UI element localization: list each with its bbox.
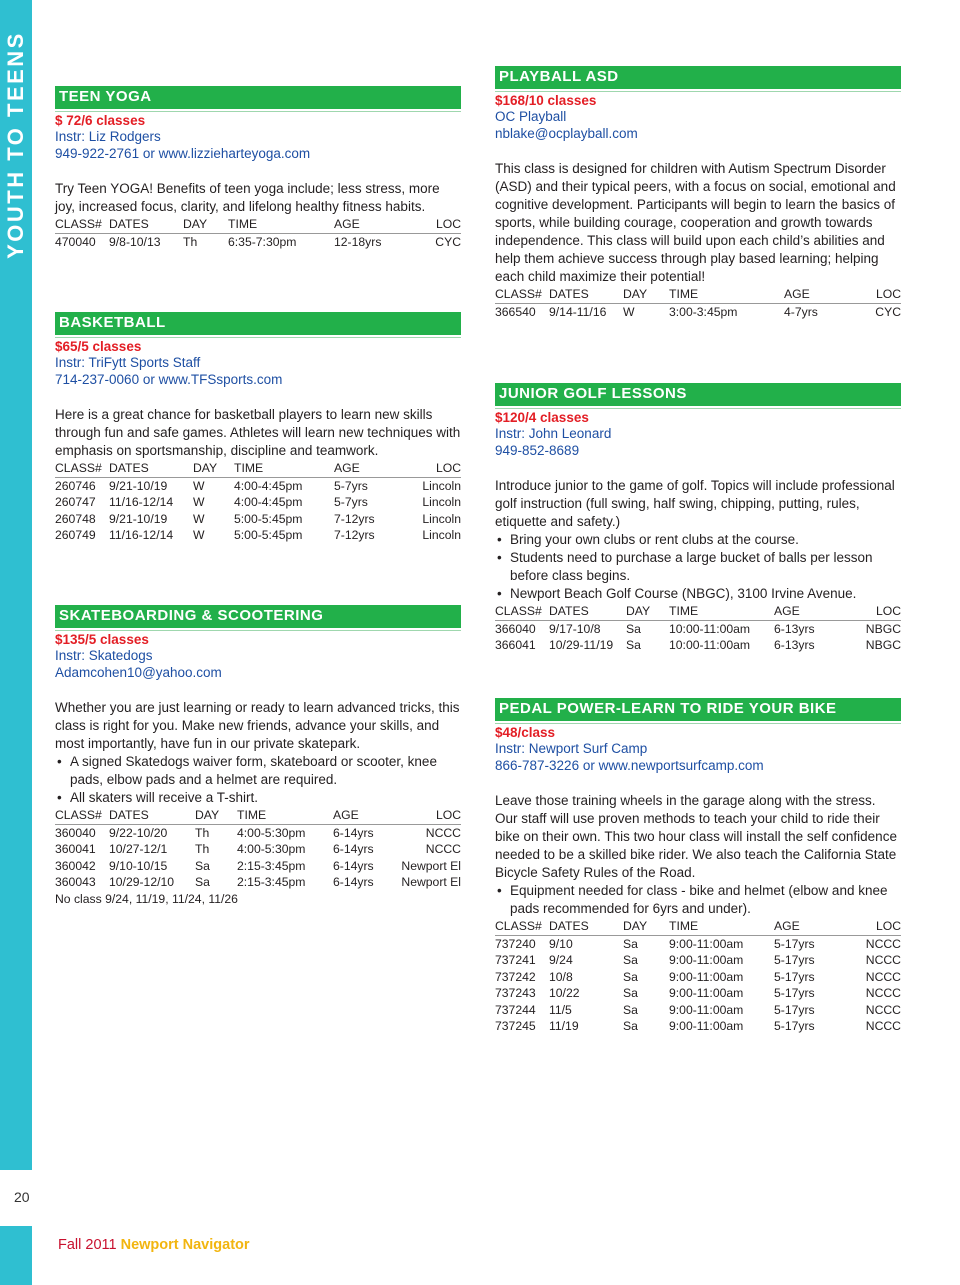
cell-age: 5-17yrs (774, 1002, 815, 1017)
contact: 949-922-2761 or www.lizzieharteyoga.com (55, 145, 311, 161)
section-playball (495, 66, 901, 320)
cell-time: 9:00-11:00am (669, 1019, 744, 1033)
cell-class-number: 260748 (55, 511, 96, 526)
cell-location: NCCC (425, 842, 461, 856)
cell-day: W (623, 304, 635, 319)
table-row (495, 935, 901, 952)
col-loc: LOC (412, 216, 461, 233)
cell-age: 5-7yrs (334, 495, 368, 509)
cell-location: Lincoln (422, 495, 461, 509)
col-class: CLASS# (55, 216, 109, 233)
list-item: • All skaters will receive a T-shirt. (55, 789, 461, 807)
cell-dates: 9/10 (549, 936, 573, 951)
cell-age: 5-17yrs (774, 969, 815, 984)
cell-time: 4:00-5:30pm (237, 825, 306, 840)
price: $120/4 classes (495, 410, 589, 425)
price: $ 72/6 classes (55, 113, 146, 128)
list-item: • Equipment needed for class - bike and helmet (elbow and knee pads recommended for 6yrs and under). (495, 882, 901, 918)
cell-dates: 9/21-10/19 (109, 511, 168, 526)
cell-class-number: 260747 (55, 495, 96, 509)
cell-location: Newport El (401, 858, 461, 873)
cell-dates: 11/16-12/14 (109, 495, 174, 509)
cell-location: Lincoln (422, 511, 461, 526)
col-day: DAY (193, 460, 234, 477)
price: $65/5 classes (55, 339, 142, 354)
schedule-note: No class 9/24, 11/19, 11/24, 11/26 (55, 891, 238, 906)
section-teen-yoga (55, 86, 461, 250)
col-dates: DATES (109, 216, 183, 233)
col-day: DAY (623, 918, 669, 935)
cell-day: Sa (623, 936, 638, 951)
cell-class-number: 737245 (495, 1019, 536, 1033)
cell-time: 3:00-3:45pm (669, 304, 738, 319)
table-row (55, 511, 461, 528)
cell-age: 5-17yrs (774, 986, 815, 1000)
table-row (55, 874, 461, 891)
cell-class-number: 360041 (55, 842, 96, 856)
sidebar-footer-band (0, 1226, 32, 1285)
cell-time: 2:15-3:45pm (237, 858, 306, 873)
list-item: • A signed Skatedogs waiver form, skateboard or scooter, knee pads, elbow pads and a helmet are required. (55, 753, 461, 789)
section-title: PLAYBALL ASD (495, 66, 901, 89)
col-time: TIME (228, 216, 334, 233)
table-row (495, 985, 901, 1002)
price: $135/5 classes (55, 632, 149, 647)
section-basketball (55, 312, 461, 544)
description: Here is a great chance for basketball players to learn new skills through fun and safe games. Athletes will learn new techniques with emphasis on sportsmanship, discipline and teamwork. (55, 407, 461, 458)
cell-age: 5-17yrs (774, 936, 815, 951)
col-time: TIME (669, 918, 774, 935)
col-loc: LOC (412, 460, 461, 477)
contact: 866-787-3226 or www.newportsurfcamp.com (495, 757, 764, 773)
cell-dates: 9/10-10/15 (109, 858, 168, 873)
section-title: JUNIOR GOLF LESSONS (495, 383, 901, 406)
section-title: TEEN YOGA (55, 86, 461, 109)
cell-dates: 9/8-10/13 (109, 234, 161, 249)
col-class: CLASS# (495, 286, 549, 303)
cell-time: 9:00-11:00am (669, 1002, 744, 1017)
cell-dates: 10/29-11/19 (549, 638, 614, 652)
schedule-table (55, 460, 461, 544)
cell-day: W (193, 528, 205, 542)
list-item: • Bring your own clubs or rent clubs at the course. (495, 531, 901, 549)
cell-location: NCCC (865, 969, 901, 984)
cell-class-number: 366040 (495, 621, 536, 636)
cell-day: Sa (195, 858, 210, 873)
cell-day: Sa (195, 875, 210, 889)
cell-age: 4-7yrs (784, 304, 818, 319)
contact: 949-852-8689 (495, 442, 580, 458)
cell-day: Sa (623, 986, 638, 1000)
table-row (55, 841, 461, 858)
cell-day: Sa (623, 953, 638, 967)
col-age: AGE (774, 918, 844, 935)
cell-age: 7-12yrs (334, 511, 375, 526)
table-row (495, 620, 901, 637)
cell-class-number: 737244 (495, 1002, 536, 1017)
cell-class-number: 366041 (495, 638, 536, 652)
table-row (55, 494, 461, 511)
section-title: PEDAL POWER-LEARN TO RIDE YOUR BIKE (495, 698, 901, 721)
cell-time: 2:15-3:45pm (237, 875, 306, 889)
cell-dates: 9/21-10/19 (109, 478, 168, 493)
table-row (495, 303, 901, 320)
col-day: DAY (183, 216, 228, 233)
table-header-row (495, 918, 901, 935)
cell-location: NCCC (425, 825, 461, 840)
price: $168/10 classes (495, 93, 597, 108)
cell-age: 5-17yrs (774, 953, 815, 967)
cell-class-number: 737240 (495, 936, 536, 951)
cell-location: NCCC (865, 953, 901, 967)
cell-age: 6-14yrs (333, 875, 374, 889)
col-day: DAY (195, 807, 237, 824)
cell-class-number: 737243 (495, 986, 536, 1000)
cell-time: 9:00-11:00am (669, 969, 744, 984)
cell-day: Sa (623, 1019, 638, 1033)
section-junior-golf (495, 383, 901, 654)
list-item: • Newport Beach Golf Course (NBGC), 3100 Irvine Avenue. (495, 585, 901, 603)
instructor: Instr: Newport Surf Camp (495, 741, 648, 756)
requirements-list (495, 882, 901, 918)
cell-age: 5-7yrs (334, 478, 368, 493)
cell-age: 12-18yrs (334, 234, 382, 249)
schedule-table (495, 603, 901, 654)
cell-location: NCCC (865, 936, 901, 951)
cell-day: Th (195, 825, 210, 840)
requirements-list (495, 531, 901, 603)
col-loc: LOC (844, 918, 901, 935)
instructor: OC Playball (495, 109, 567, 124)
contact: nblake@ocplayball.com (495, 125, 638, 141)
col-time: TIME (669, 286, 784, 303)
col-time: TIME (237, 807, 333, 824)
table-row (495, 969, 901, 986)
table-header-row (495, 603, 901, 620)
instructor: Instr: Liz Rodgers (55, 129, 161, 144)
col-loc: LOC (854, 286, 901, 303)
col-time: TIME (234, 460, 334, 477)
description: Try Teen YOGA! Benefits of teen yoga include; less stress, more joy, increased focus, clarity, and lifelong healthy fitness habits. (55, 181, 440, 214)
cell-location: Newport El (401, 875, 461, 889)
requirements-list (55, 753, 461, 807)
cell-dates: 9/22-10/20 (109, 825, 168, 840)
cell-dates: 9/14-11/16 (549, 304, 607, 319)
col-age: AGE (334, 460, 412, 477)
col-day: DAY (626, 603, 669, 620)
cell-dates: 11/19 (549, 1019, 579, 1033)
cell-day: Sa (626, 638, 641, 652)
col-dates: DATES (109, 807, 195, 824)
col-day: DAY (623, 286, 669, 303)
footer-brand: Newport Navigator (120, 1237, 250, 1253)
cell-time: 9:00-11:00am (669, 986, 744, 1000)
instructor: Instr: John Leonard (495, 426, 612, 441)
cell-time: 4:00-4:45pm (234, 478, 303, 493)
cell-location: CYC (875, 304, 901, 319)
contact: 714-237-0060 or www.TFSsports.com (55, 371, 283, 387)
cell-class-number: 737242 (495, 969, 536, 984)
col-age: AGE (774, 603, 844, 620)
table-row (495, 1018, 901, 1035)
cell-class-number: 360040 (55, 825, 96, 840)
cell-day: Sa (623, 1002, 638, 1017)
cell-dates: 10/27-12/1 (109, 842, 168, 856)
footer (58, 1237, 250, 1253)
cell-dates: 11/5 (549, 1002, 572, 1017)
table-row (55, 527, 461, 544)
cell-dates: 10/22 (549, 986, 580, 1000)
cell-day: Th (183, 234, 198, 249)
table-header-row (55, 460, 461, 477)
cell-location: CYC (435, 234, 461, 249)
section-title: BASKETBALL (55, 312, 461, 335)
cell-age: 6-13yrs (774, 621, 815, 636)
cell-day: Th (195, 842, 210, 856)
description: Introduce junior to the game of golf. Topics will include professional golf instruction (full swing, half swing, chipping, putting, rules, etiquette and safety.) (495, 478, 895, 529)
col-loc: LOC (389, 807, 461, 824)
cell-dates: 9/24 (549, 953, 573, 967)
table-row (495, 1002, 901, 1019)
col-age: AGE (333, 807, 389, 824)
col-dates: DATES (549, 918, 623, 935)
cell-dates: 9/17-10/8 (549, 621, 601, 636)
cell-class-number: 260749 (55, 528, 96, 542)
cell-location: NCCC (865, 1002, 901, 1017)
col-loc: LOC (844, 603, 901, 620)
schedule-table (55, 807, 461, 891)
cell-age: 6-14yrs (333, 842, 374, 856)
table-row (495, 952, 901, 969)
cell-location: NCCC (865, 1019, 901, 1033)
cell-class-number: 737241 (495, 953, 536, 967)
section-pedal-power (495, 698, 901, 1035)
cell-day: Sa (626, 621, 641, 636)
section-title: SKATEBOARDING & SCOOTERING (55, 605, 461, 628)
table-row (55, 824, 461, 841)
cell-class-number: 360043 (55, 875, 96, 889)
table-header-row (495, 286, 901, 303)
cell-location: NCCC (865, 986, 901, 1000)
table-row (495, 637, 901, 654)
cell-age: 6-13yrs (774, 638, 815, 652)
col-class: CLASS# (55, 807, 109, 824)
cell-class-number: 366540 (495, 304, 536, 319)
table-row (55, 858, 461, 875)
price: $48/class (495, 725, 556, 740)
cell-dates: 10/8 (549, 969, 573, 984)
cell-dates: 11/16-12/14 (109, 528, 174, 542)
instructor: Instr: TriFytt Sports Staff (55, 355, 201, 370)
cell-time: 5:00-5:45pm (234, 528, 303, 542)
cell-day: Sa (623, 969, 638, 984)
description: This class is designed for children with Autism Spectrum Disorder (ASD) and their typical peers, with a focus on social, emotional and cognitive development. Participants will begin to learn the basics of sports, while building courage, cooperation and growth towards independence. This class will build upon each child’s abilities and help them achieve success through play based learning; helping each child maximize their potential! (495, 161, 896, 284)
table-row (55, 233, 461, 250)
col-dates: DATES (549, 286, 623, 303)
cell-day: W (193, 511, 205, 526)
list-item: • Students need to purchase a large bucket of balls per lesson before class begins. (495, 549, 901, 585)
col-time: TIME (669, 603, 774, 620)
col-dates: DATES (549, 603, 626, 620)
section-skateboarding (55, 605, 461, 907)
col-class: CLASS# (495, 603, 549, 620)
description: Whether you are just learning or ready to learn advanced tricks, this class is right for you. Make new friends, advance your skills, and most importantly, have fun in our private skatepark. (55, 700, 460, 751)
footer-season: Fall 2011 (58, 1237, 117, 1253)
schedule-table (55, 216, 461, 250)
instructor: Instr: Skatedogs (55, 648, 153, 663)
table-header-row (55, 807, 461, 824)
cell-time: 9:00-11:00am (669, 953, 744, 967)
cell-time: 4:00-4:45pm (234, 495, 303, 509)
col-dates: DATES (109, 460, 193, 477)
schedule-table (495, 286, 901, 320)
col-class: CLASS# (495, 918, 549, 935)
cell-day: W (193, 495, 205, 509)
cell-dates: 10/29-12/10 (109, 875, 175, 889)
cell-age: 6-14yrs (333, 825, 374, 840)
table-header-row (55, 216, 461, 233)
cell-day: W (193, 478, 205, 493)
cell-time: 9:00-11:00am (669, 936, 744, 951)
cell-time: 6:35-7:30pm (228, 234, 297, 249)
cell-location: NBGC (865, 621, 901, 636)
table-row (55, 477, 461, 494)
cell-time: 10:00-11:00am (669, 638, 751, 652)
page-number: 20 (14, 1189, 30, 1205)
cell-time: 5:00-5:45pm (234, 511, 303, 526)
cell-age: 5-17yrs (774, 1019, 815, 1033)
cell-time: 10:00-11:00am (669, 621, 751, 636)
cell-age: 7-12yrs (334, 528, 375, 542)
cell-age: 6-14yrs (333, 858, 374, 873)
description: Leave those training wheels in the garage along with the stress. Our staff will use proven methods to teach your child to ride their bike on their own. This two hour class will install the self confidence needed to be a skilled bike rider. We also teach the California State Bicycle Safety Rules of the Road. (495, 793, 897, 880)
cell-class-number: 260746 (55, 478, 96, 493)
cell-location: Lincoln (422, 528, 461, 542)
contact: Adamcohen10@yahoo.com (55, 664, 222, 680)
section-label: YOUTH TO TEENS (3, 31, 28, 259)
cell-location: Lincoln (422, 478, 461, 493)
cell-class-number: 470040 (55, 234, 96, 249)
col-age: AGE (784, 286, 854, 303)
cell-location: NBGC (865, 638, 901, 652)
cell-time: 4:00-5:30pm (237, 842, 306, 856)
col-age: AGE (334, 216, 412, 233)
schedule-table (495, 918, 901, 1035)
cell-class-number: 360042 (55, 858, 96, 873)
col-class: CLASS# (55, 460, 109, 477)
